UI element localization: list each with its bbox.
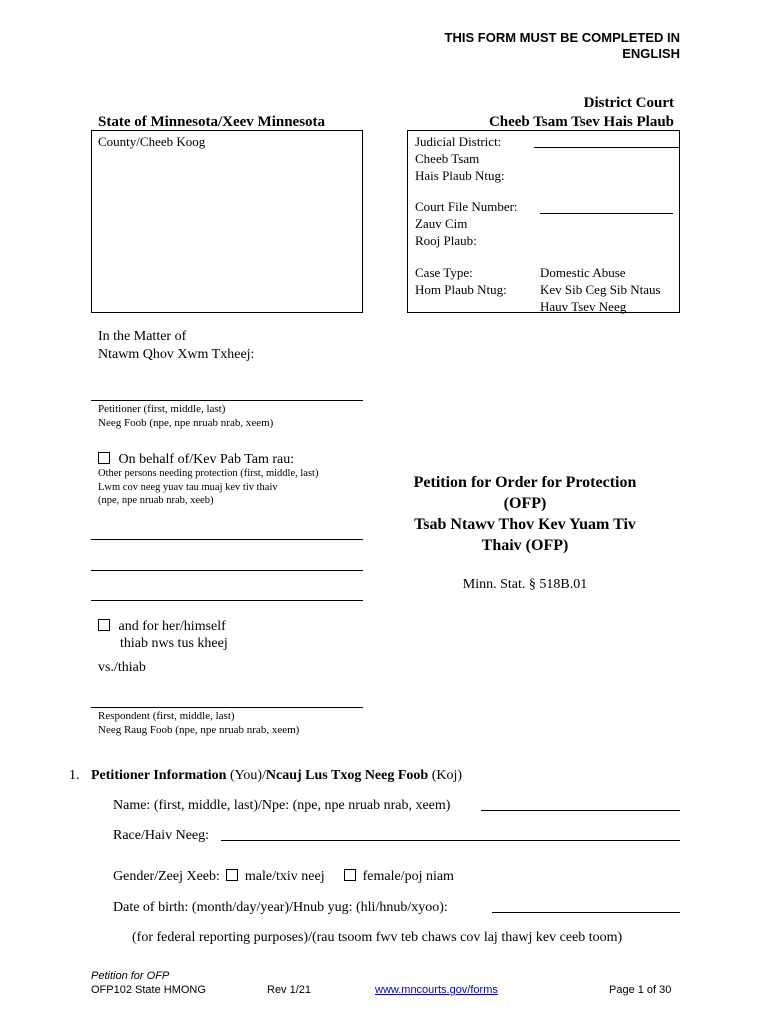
race-field[interactable] <box>221 840 680 841</box>
dob-label: Date of birth: (month/day/year)/Hnub yug: (hli/hnub/xyoo): <box>113 900 448 915</box>
heading-part: Ncauj Lus Txog Neeg Foob <box>265 768 429 783</box>
petitioner-label <box>98 402 273 430</box>
footer-page-number: Page 1 of 30 <box>609 984 672 996</box>
matter-line: Ntawm Qhov Xwm Txheej: <box>98 347 255 362</box>
others-label-line: (npe, npe nruab nrab, xeeb) <box>98 495 214 506</box>
heading-part: Petitioner Information <box>91 768 227 783</box>
and-for-label: and for her/himself <box>118 619 226 634</box>
and-for-label-hmong: thiab nws tus kheej <box>120 636 228 651</box>
petitioner-name-field[interactable] <box>91 400 363 401</box>
federal-note: (for federal reporting purposes)/(rau tsoom fwv teb chaws cov laj thawj kev ceeb toom) <box>132 930 623 945</box>
county-box[interactable] <box>91 130 363 313</box>
case-type-value-line: Domestic Abuse <box>540 265 626 280</box>
behalf-label: On behalf of/Kev Pab Tam rau: <box>118 452 295 467</box>
district-label-line: Hais Plaub Ntug: <box>415 168 505 183</box>
other-person-field-2[interactable] <box>91 570 363 571</box>
other-person-field-1[interactable] <box>91 539 363 540</box>
district-label-line: Judicial District: <box>415 134 502 149</box>
title-line: Petition for Order for Protection <box>413 474 637 491</box>
race-label: Race/Haiv Neeg: <box>113 828 210 843</box>
case-type-label <box>415 264 507 298</box>
matter-line: In the Matter of <box>98 329 187 344</box>
title-line: (OFP) <box>503 495 547 512</box>
district-label-line: Cheeb Tsam <box>415 151 480 166</box>
case-type-label-line: Hom Plaub Ntug: <box>415 282 507 297</box>
file-label-line: Court File Number: <box>415 199 518 214</box>
heading-part: (You)/ <box>226 768 266 783</box>
vs-label: vs./thiab <box>98 660 146 675</box>
judicial-district-field[interactable] <box>534 147 680 148</box>
male-label: male/txiv neej <box>244 869 325 884</box>
footer-form-title: Petition for OFP <box>91 970 170 982</box>
female-label: female/poj niam <box>362 869 454 884</box>
male-checkbox[interactable] <box>226 869 238 881</box>
respondent-label-line: Respondent (first, middle, last) <box>98 710 235 722</box>
county-label: County/Cheeb Koog <box>98 134 206 149</box>
footer-link[interactable]: www.mncourts.gov/forms <box>375 984 498 996</box>
others-label-line: Other persons needing protection (first, middle, last) <box>98 468 319 479</box>
court-heading <box>489 94 674 132</box>
court-file-label <box>415 198 518 249</box>
case-type-value-line: Hauv Tsev Neeg <box>540 299 627 314</box>
notice-line-1: THIS FORM MUST BE COMPLETED IN <box>444 30 680 45</box>
dob-field[interactable] <box>492 912 680 913</box>
footer-form-code: OFP102 State HMONG <box>91 984 206 996</box>
respondent-name-field[interactable] <box>91 707 363 708</box>
court-file-number-field[interactable] <box>540 213 673 214</box>
behalf-checkbox[interactable] <box>98 452 110 464</box>
and-for-row <box>98 618 226 636</box>
heading-part: (Koj) <box>428 768 463 783</box>
name-label: Name: (first, middle, last)/Npe: (npe, npe nruab nrab, xeem) <box>113 798 451 813</box>
section-1-number: 1. <box>69 768 80 783</box>
footer-revision: Rev 1/21 <box>267 984 312 996</box>
title-line: Tsab Ntawv Thov Kev Yuam Tiv <box>414 516 636 533</box>
file-label-line: Rooj Plaub: <box>415 233 477 248</box>
title-line: Thaiv (OFP) <box>481 537 569 554</box>
court-line-1: District Court <box>583 95 674 111</box>
and-for-checkbox[interactable] <box>98 619 110 631</box>
court-line-2: Cheeb Tsam Tsev Hais Plaub <box>488 114 674 130</box>
gender-label: Gender/Zeej Xeeb: <box>113 869 220 884</box>
section-1-heading <box>91 767 462 785</box>
court-info-box <box>407 130 680 313</box>
document-title <box>385 472 665 556</box>
gender-row <box>113 868 454 886</box>
petitioner-label-line: Petitioner (first, middle, last) <box>98 403 226 415</box>
notice-line-2: ENGLISH <box>622 46 680 61</box>
respondent-label-line: Neeg Raug Foob (npe, npe nruab nrab, xeem) <box>98 724 300 736</box>
other-person-field-3[interactable] <box>91 600 363 601</box>
others-label-line: Lwm cov neeg yuav tau muaj kev tiv thaiv <box>98 481 278 493</box>
respondent-label <box>98 709 299 737</box>
case-type-value <box>540 264 661 315</box>
case-type-value-line: Kev Sib Ceg Sib Ntaus <box>540 282 661 297</box>
case-type-label-line: Case Type: <box>415 265 473 280</box>
others-label <box>98 467 318 508</box>
name-field[interactable] <box>481 810 680 811</box>
statute-reference: Minn. Stat. § 518B.01 <box>462 577 588 592</box>
female-checkbox[interactable] <box>344 869 356 881</box>
file-label-line: Zauv Cim <box>415 216 468 231</box>
state-heading: State of Minnesota/Xeev Minnesota <box>98 114 326 130</box>
english-notice <box>445 30 680 62</box>
petitioner-label-line: Neeg Foob (npe, npe nruab nrab, xeem) <box>98 417 274 429</box>
matter-caption <box>98 328 254 364</box>
judicial-district-label <box>415 133 505 184</box>
